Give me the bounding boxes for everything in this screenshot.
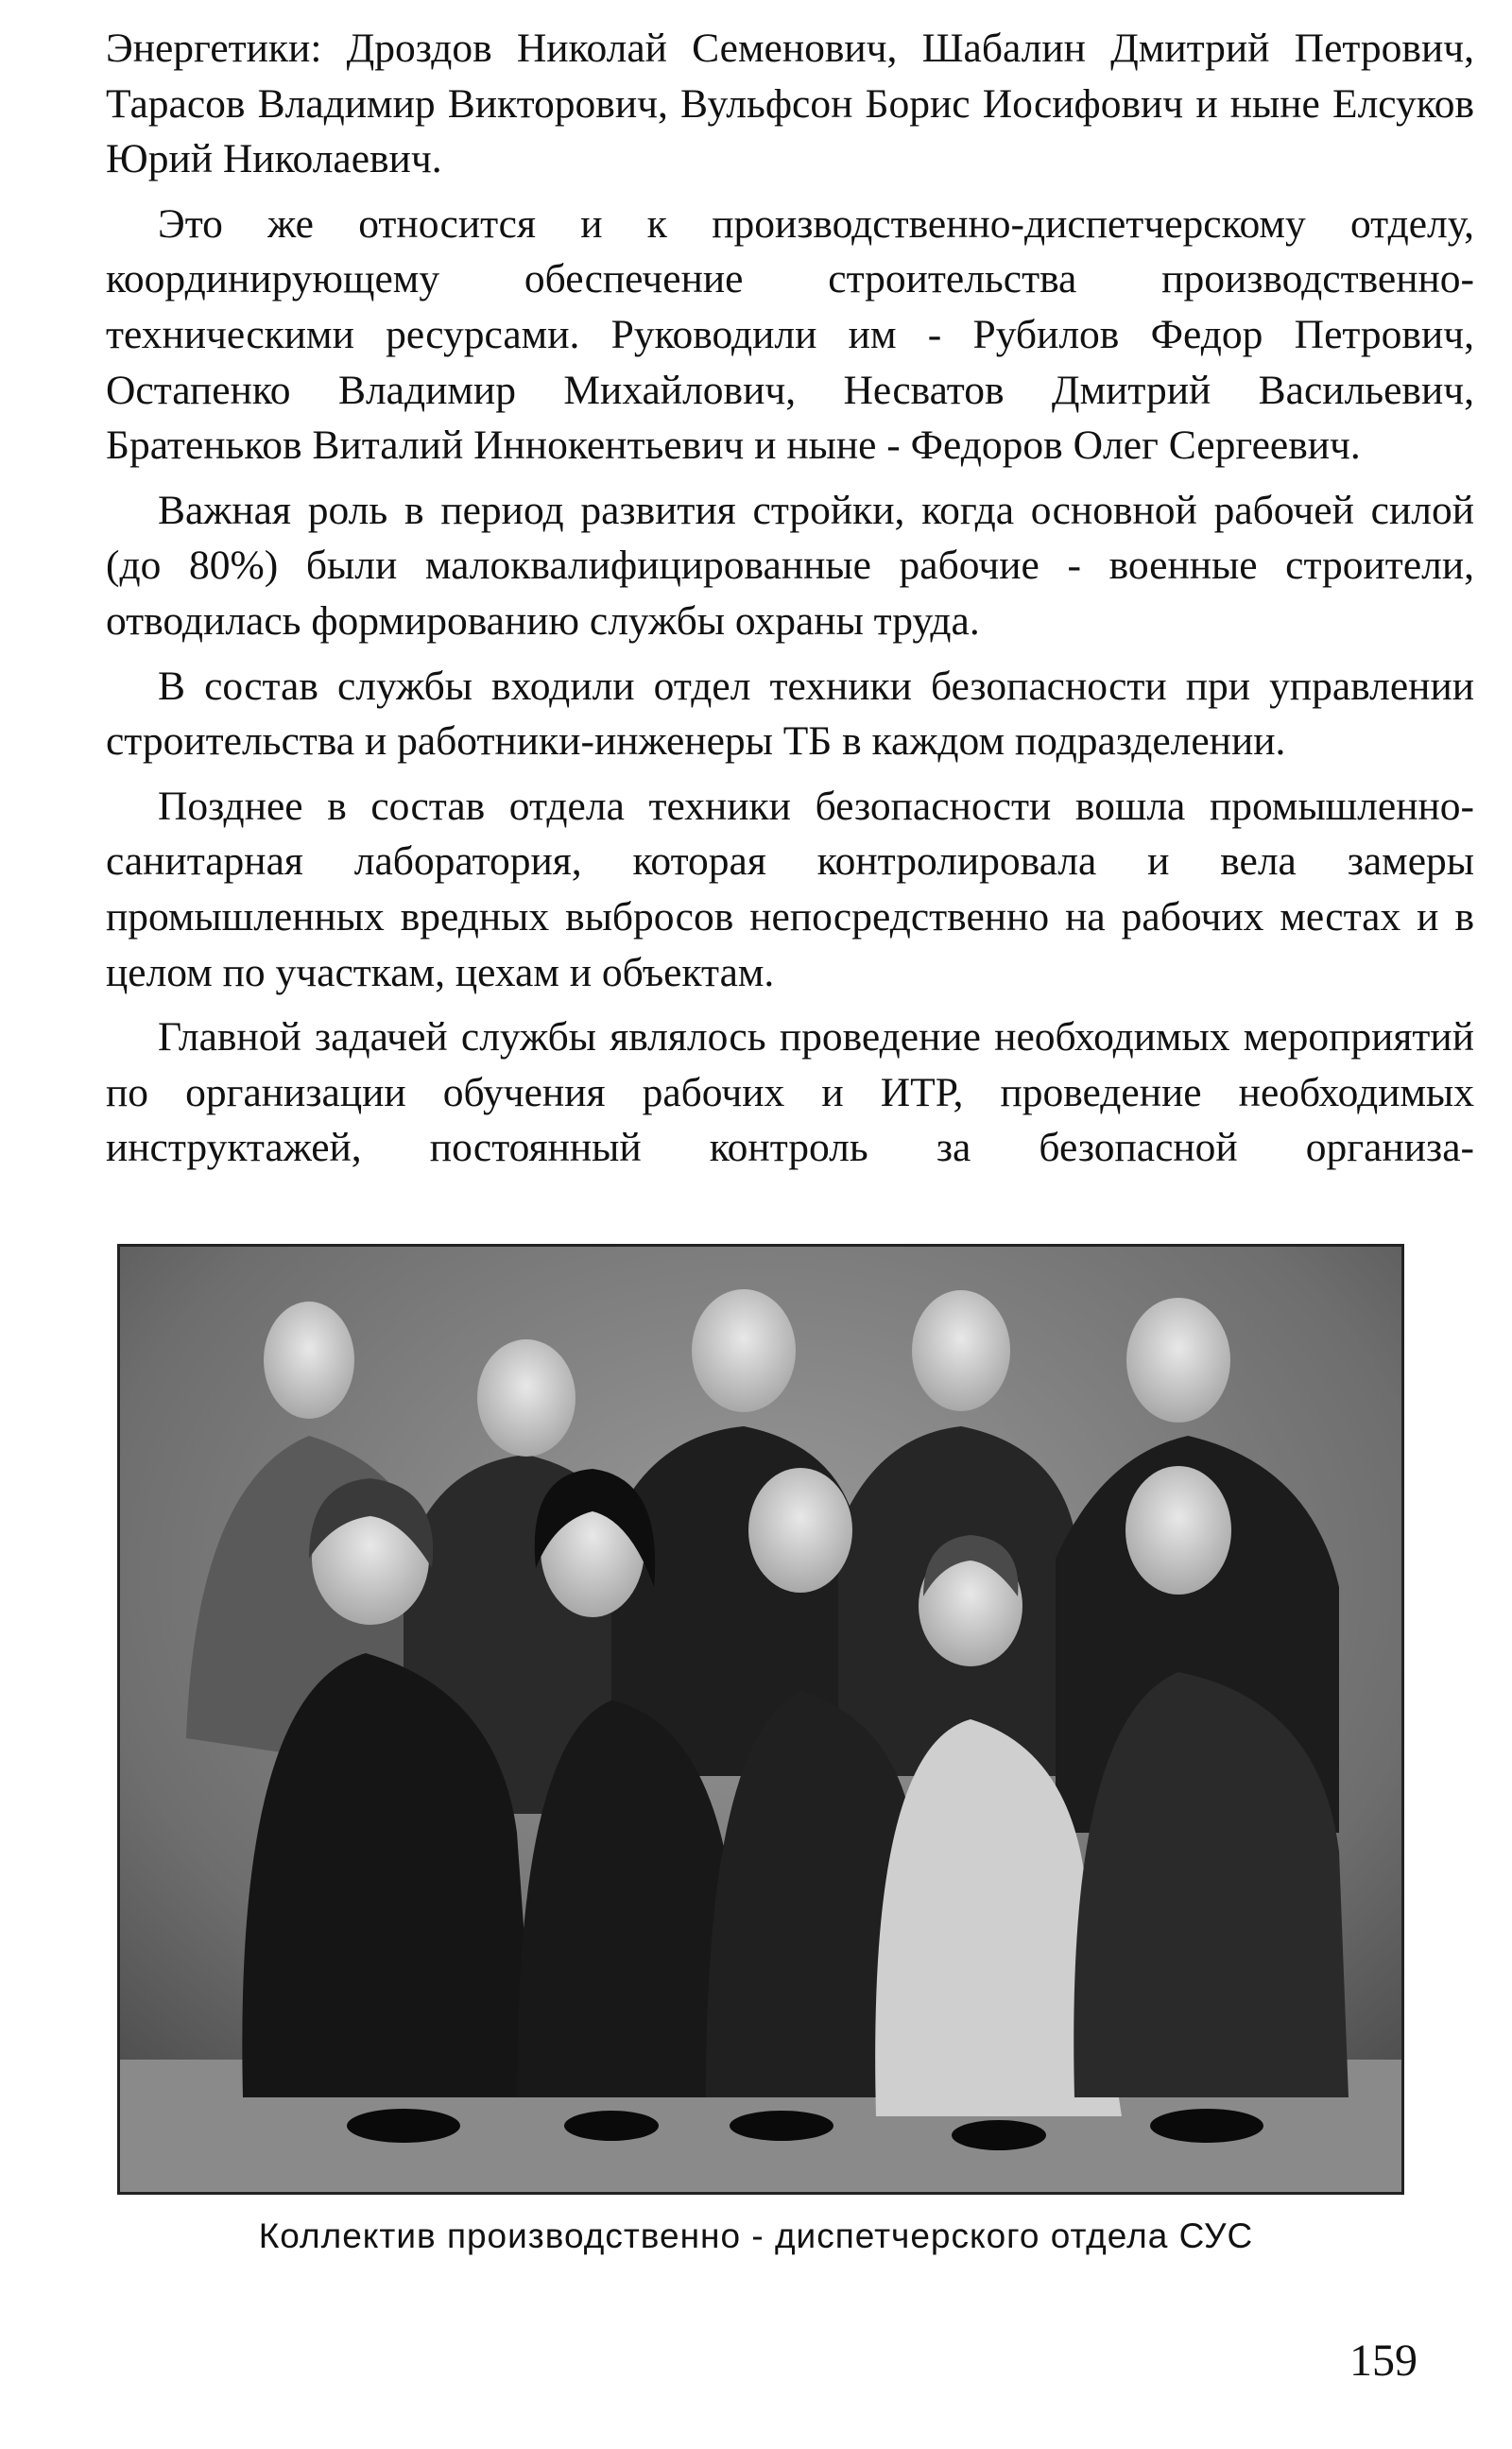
paragraph-4: В состав службы входили отдел техники безопасности при управлении строительства и работники-инженеры ТБ в каждом подразделении. xyxy=(106,663,1474,765)
group-photo-illustration xyxy=(120,1247,1401,2192)
paragraph-5: Позднее в состав отдела техники безопасности вошла промышленно-санитарная лаборатория, которая контролировала и вела замеры промышленных вредных выбросов непосредственно на рабочих местах и в целом по участкам, цехам и объектам. xyxy=(106,783,1474,995)
paragraph-3: Важная роль в период развития стройки, когда основной рабочей силой (до 80%) были малоквалифицированные рабочие - военные строители, отводилась формированию службы охраны труда. xyxy=(106,487,1474,644)
page-number: 159 xyxy=(1349,2336,1418,2386)
paragraph-1: Энергетики: Дроздов Николай Семенович, Шабалин Дмитрий Петрович, Тарасов Владимир Викторович, Вульфсон Борис Иосифович и ныне Елсуков Юрий Николаевич. xyxy=(106,26,1474,182)
body-text xyxy=(106,21,1474,1185)
figure-caption: Коллектив производственно - диспетчерского отдела СУС xyxy=(258,2216,1254,2255)
paragraph-2: Это же относится и к производственно-диспетчерскому отделу, координирующему обеспечение строительства производственно-техническими ресурсами. Руководили им - Рубилов Федор Петрович, Остапенко Владимир Михайлович, Несватов Дмитрий Васильевич, Братеньков Виталий Иннокентьевич и ныне - Федоров Олег Сергеевич. xyxy=(106,200,1474,469)
paragraph-6: Главной задачей службы являлось проведение необходимых мероприятий по организации обучения рабочих и ИТР, проведение необходимых инструктажей, постоянный контроль за безопасной организа- xyxy=(106,1014,1474,1171)
group-photo xyxy=(117,1244,1404,2195)
